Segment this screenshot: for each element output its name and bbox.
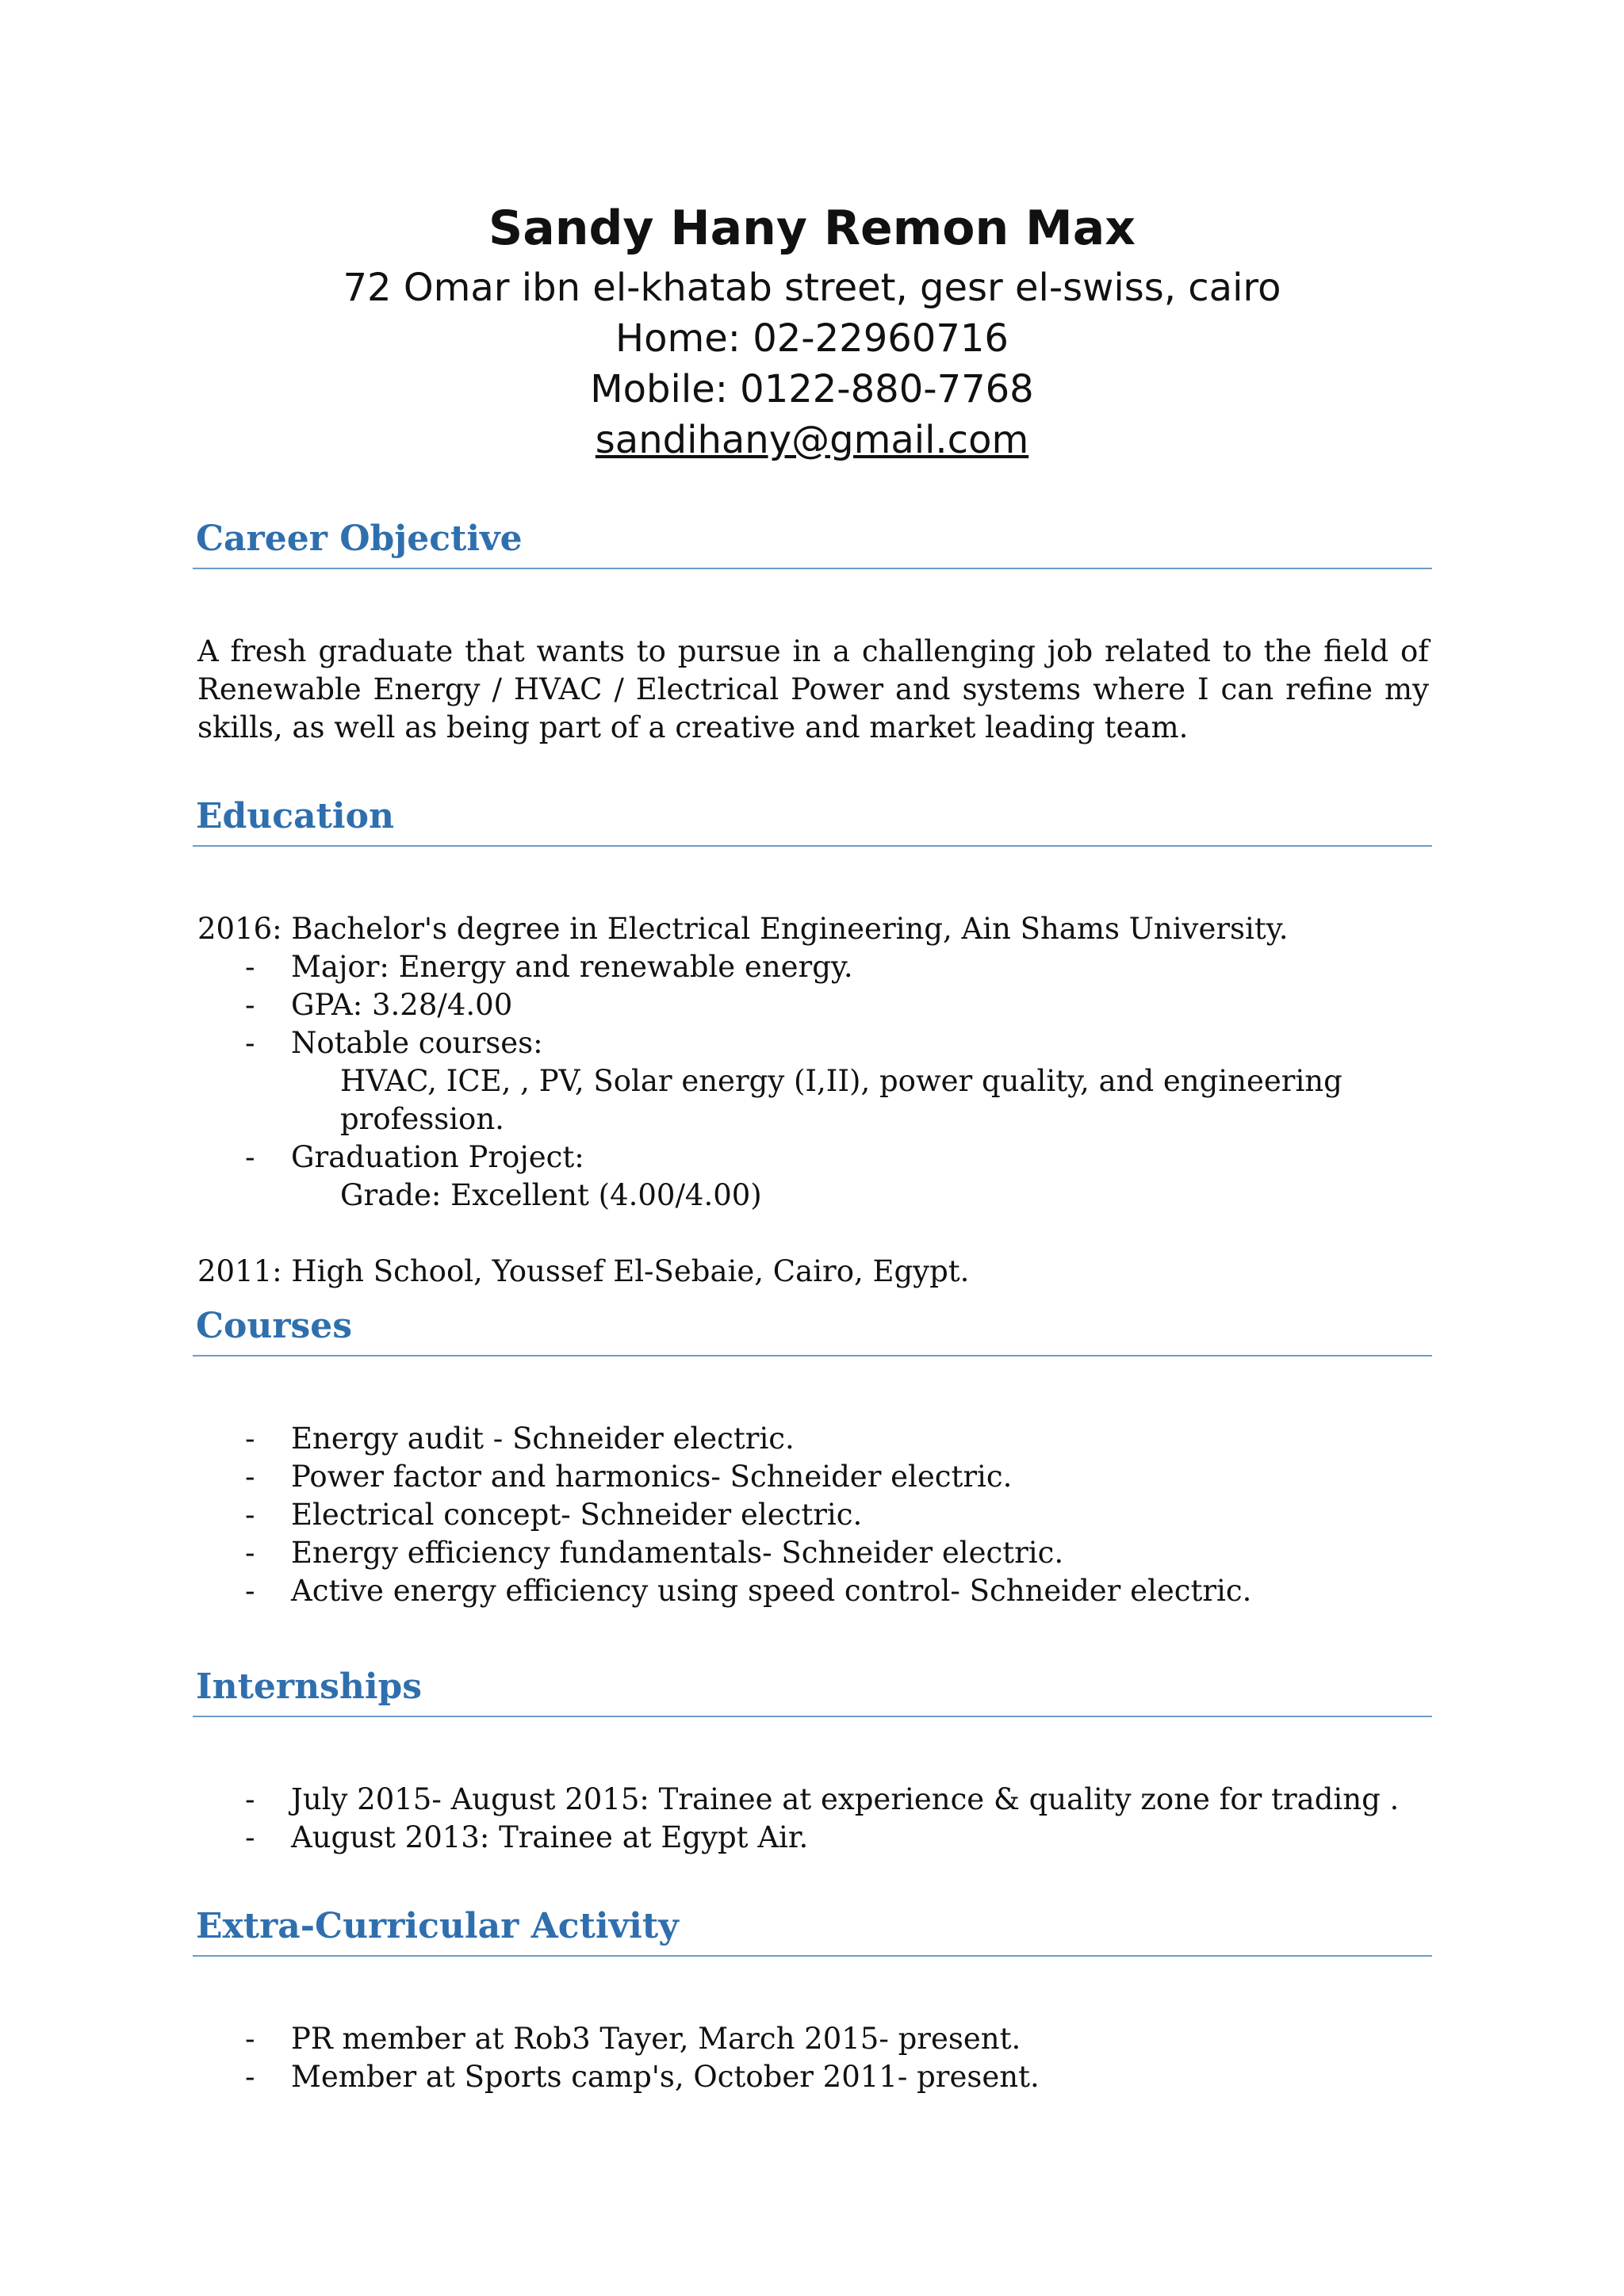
dash-bullet: - — [245, 1460, 255, 1494]
list-item: - Energy efficiency fundamentals- Schneider electric. — [193, 1534, 1432, 1572]
internships-list — [193, 1781, 1432, 1857]
dash-bullet: - — [245, 2060, 255, 2094]
graduation-project-list — [193, 1138, 1432, 1177]
education-details-list — [193, 948, 1432, 1062]
list-item: - Graduation Project: — [193, 1138, 1432, 1177]
graduation-grade: Grade: Excellent (4.00/4.00) — [340, 1178, 762, 1212]
education-degree: 2016: Bachelor's degree in Electrical Engineering, Ain Shams University. — [197, 912, 1289, 946]
list-item: - Notable courses: — [193, 1024, 1432, 1062]
dash-bullet: - — [245, 988, 255, 1022]
dash-bullet: - — [245, 1536, 255, 1570]
notable-courses-detail: HVAC, ICE, , PV, Solar energy (I,II), power quality, and engineering profession. — [340, 1064, 1342, 1136]
list-item: - Power factor and harmonics- Schneider electric. — [193, 1458, 1432, 1496]
full-name: Sandy Hany Remon Max — [488, 201, 1136, 256]
section-title-extra-curricular: Extra-Curricular Activity — [193, 1903, 1432, 1957]
list-item: - Energy audit - Schneider electric. — [193, 1420, 1432, 1458]
courses-list — [193, 1420, 1432, 1610]
extra-curricular-section — [193, 1903, 1432, 2096]
dash-bullet: - — [245, 1026, 255, 1060]
contact-header — [0, 194, 1624, 465]
section-title-career-objective: Career Objective — [193, 515, 1432, 569]
home-phone: Home: 02-22960716 — [615, 316, 1009, 361]
list-item: - July 2015- August 2015: Trainee at experience & quality zone for trading . — [193, 1781, 1432, 1819]
section-title-internships: Internships — [193, 1663, 1432, 1717]
dash-bullet: - — [245, 1422, 255, 1456]
dash-bullet: - — [245, 1498, 255, 1532]
dash-bullet: - — [245, 1820, 255, 1854]
internships-section — [193, 1663, 1432, 1857]
dash-bullet: - — [245, 950, 255, 984]
extra-curricular-list — [193, 2020, 1432, 2096]
list-item: - Member at Sports camp's, October 2011- present. — [193, 2058, 1432, 2096]
career-objective-section — [193, 515, 1432, 747]
dash-bullet: - — [245, 1782, 255, 1816]
list-item: - Active energy efficiency using speed control- Schneider electric. — [193, 1572, 1432, 1610]
mobile-phone: Mobile: 0122-880-7768 — [590, 367, 1034, 411]
email-link[interactable]: sandihany@gmail.com — [595, 418, 1029, 462]
dash-bullet: - — [245, 1574, 255, 1608]
list-item: - Major: Energy and renewable energy. — [193, 948, 1432, 986]
list-item: - Electrical concept- Schneider electric. — [193, 1496, 1432, 1534]
list-item: - August 2013: Trainee at Egypt Air. — [193, 1819, 1432, 1857]
section-title-courses: Courses — [193, 1303, 1432, 1357]
list-item: - PR member at Rob3 Tayer, March 2015- present. — [193, 2020, 1432, 2058]
dash-bullet: - — [245, 2022, 255, 2056]
address: 72 Omar ibn el-khatab street, gesr el-swiss, cairo — [343, 266, 1281, 310]
high-school: 2011: High School, Youssef El-Sebaie, Cairo, Egypt. — [197, 1254, 970, 1288]
section-title-education: Education — [193, 793, 1432, 847]
career-objective-text: A fresh graduate that wants to pursue in a challenging job related to the field of Renewable Energy / HVAC / Electrical Power and systems where I can refine my skills, as well as being part of a creative and market leading team. — [197, 634, 1429, 744]
education-section — [193, 793, 1432, 1291]
list-item: - GPA: 3.28/4.00 — [193, 986, 1432, 1024]
dash-bullet: - — [245, 1140, 255, 1174]
courses-section — [193, 1303, 1432, 1610]
